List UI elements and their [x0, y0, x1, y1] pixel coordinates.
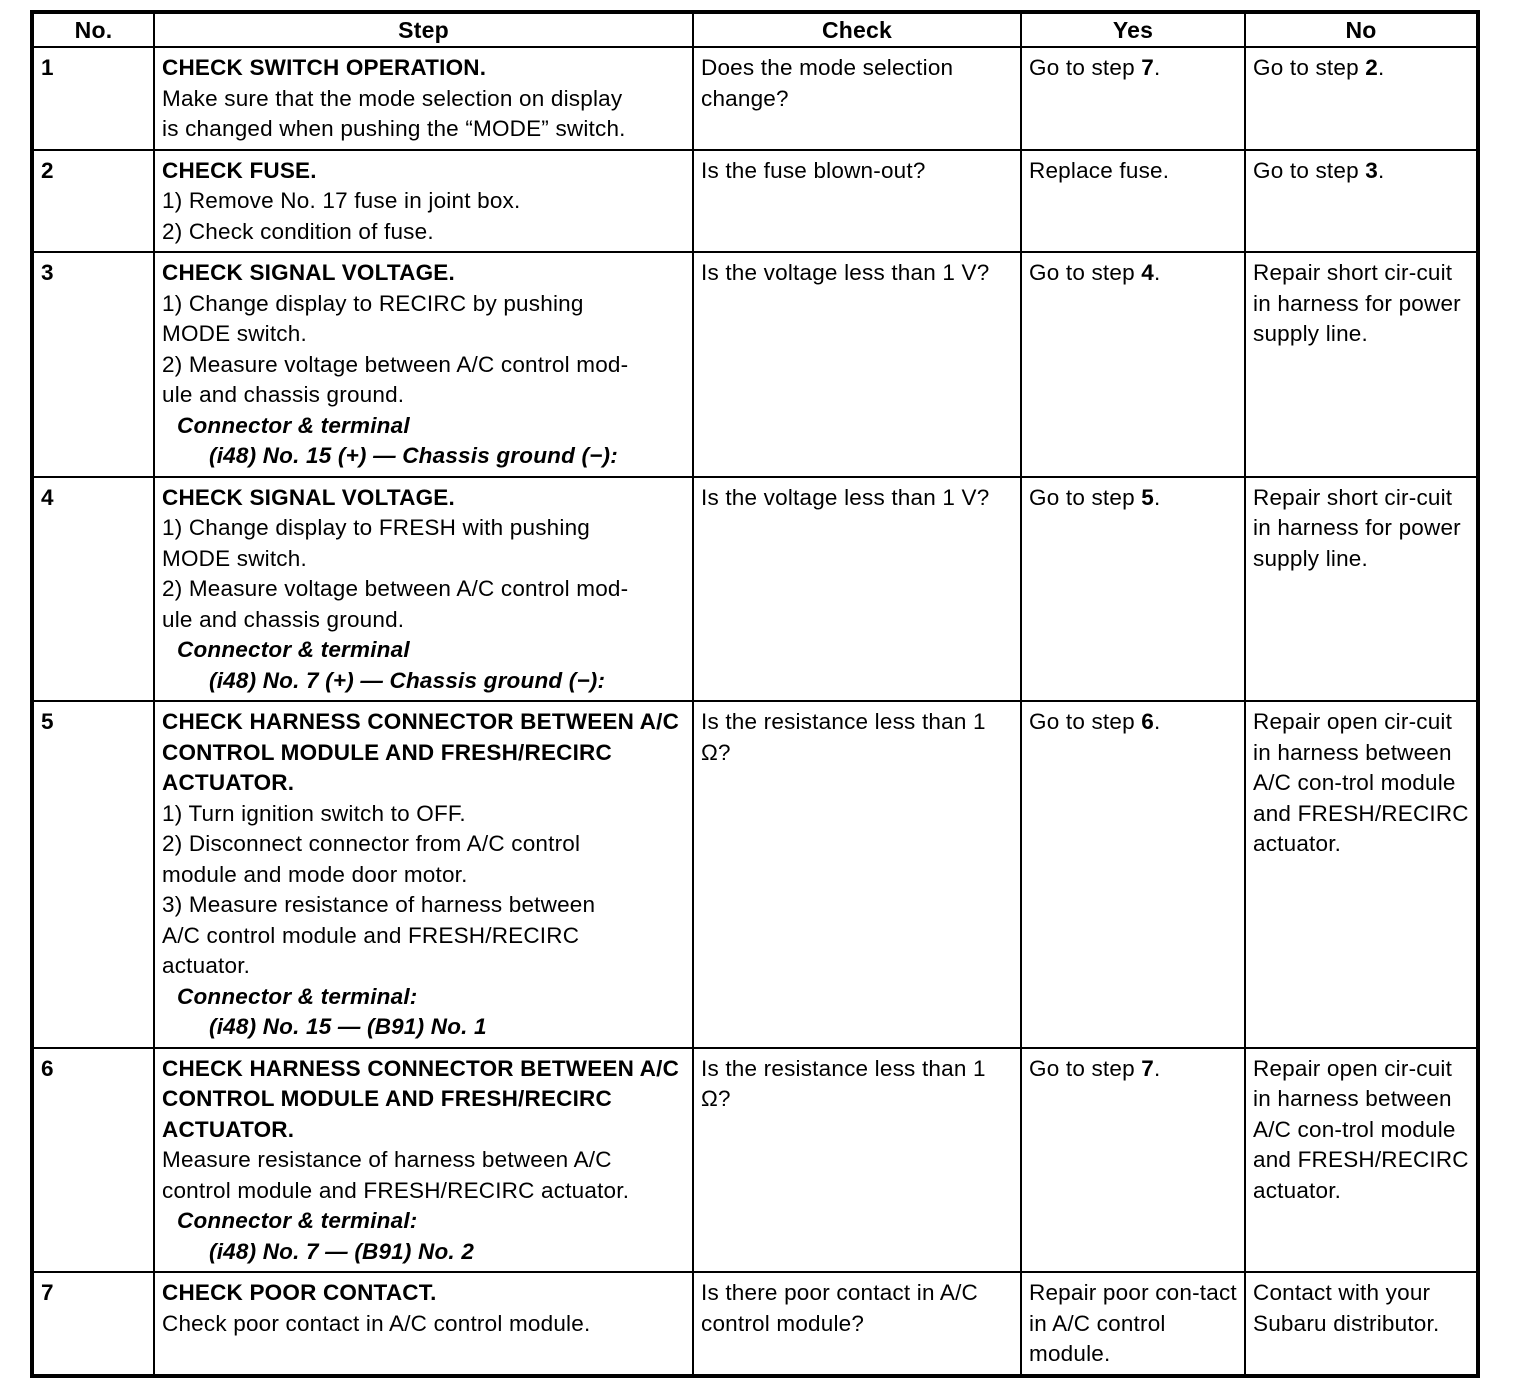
- yes-result: [1021, 150, 1245, 253]
- step-title: CHECK POOR CONTACT.: [162, 1280, 437, 1305]
- step-number: 7: [32, 1272, 154, 1376]
- yes-suffix: .: [1153, 55, 1161, 80]
- no-text: Repair short cir-cuit in harness for power supply line.: [1253, 260, 1461, 346]
- connector-label: Connector & terminal: [177, 637, 410, 662]
- no-text: Repair short cir-cuit in harness for power supply line.: [1253, 484, 1461, 571]
- yes-result: [1021, 1048, 1245, 1273]
- connector-value: (i48) No. 15 — (B91) No. 1: [209, 1014, 487, 1039]
- step-cell: [154, 150, 693, 253]
- connector-label: Connector & terminal:: [177, 983, 418, 1009]
- yes-result: [1021, 701, 1245, 1048]
- yes-result: [1021, 47, 1245, 150]
- check-question: Does the mode selection change?: [693, 47, 1021, 150]
- table-row: [32, 47, 1478, 150]
- table-row: [32, 1272, 1478, 1376]
- step-instruction: 1) Change display to FRESH with pushing: [162, 515, 591, 540]
- check-question: Is the fuse blown-out?: [693, 150, 1021, 253]
- step-number: 1: [32, 47, 154, 150]
- yes-step-ref: 4: [1141, 260, 1154, 285]
- step-title: CHECK HARNESS CONNECTOR BETWEEN A/C CONTROL MODULE AND FRESH/RECIRC ACTUATOR.: [162, 709, 680, 795]
- step-number: 2: [32, 150, 154, 253]
- step-number: 4: [32, 477, 154, 702]
- step-instruction: ule and chassis ground.: [162, 382, 405, 407]
- yes-step-ref: 7: [1141, 1055, 1154, 1081]
- step-instruction: 2) Measure voltage between A/C control mod-: [162, 576, 629, 601]
- step-title: CHECK FUSE.: [162, 157, 317, 183]
- connector-label: Connector & terminal: [177, 412, 410, 438]
- step-instruction: 2) Disconnect connector from A/C control: [162, 831, 581, 856]
- no-result: [1245, 701, 1478, 1048]
- step-instruction: MODE switch.: [162, 545, 307, 571]
- yes-text: Go to step: [1029, 709, 1142, 734]
- step-title: CHECK SIGNAL VOLTAGE.: [162, 260, 455, 285]
- yes-result: [1021, 1272, 1245, 1376]
- step-instruction: MODE switch.: [162, 321, 307, 346]
- step-cell: [154, 47, 693, 150]
- check-question: Is the voltage less than 1 V?: [693, 477, 1021, 702]
- no-text: Go to step: [1253, 55, 1366, 80]
- no-result: [1245, 150, 1478, 253]
- step-number: 6: [32, 1048, 154, 1273]
- table-row: [32, 150, 1478, 253]
- yes-text: Go to step: [1029, 484, 1142, 510]
- no-suffix: .: [1377, 157, 1385, 183]
- step-instruction: Measure resistance of harness between A/C: [162, 1147, 612, 1172]
- step-title: CHECK HARNESS CONNECTOR BETWEEN A/C CONTROL MODULE AND FRESH/RECIRC ACTUATOR.: [162, 1055, 680, 1142]
- step-cell: [154, 1272, 693, 1376]
- yes-text: Go to step: [1029, 260, 1142, 285]
- step-instruction: Check poor contact in A/C control module.: [162, 1310, 591, 1336]
- step-cell: [154, 477, 693, 702]
- no-result: [1245, 47, 1478, 150]
- step-instruction: 1) Change display to RECIRC by pushing: [162, 290, 584, 316]
- no-text: Repair open cir-cuit in harness between A/C con-trol module and FRESH/RECIRC actuator.: [1253, 1055, 1469, 1203]
- header-no-result: No: [1245, 12, 1478, 47]
- header-no: No.: [32, 12, 154, 47]
- step-cell: [154, 701, 693, 1048]
- step-instruction: module and mode door motor.: [162, 861, 468, 887]
- check-question: Is the resistance less than 1 Ω?: [693, 1048, 1021, 1273]
- step-cell: [154, 252, 693, 477]
- step-number: 3: [32, 252, 154, 477]
- header-yes: Yes: [1021, 12, 1245, 47]
- connector-label: Connector & terminal:: [177, 1208, 418, 1233]
- check-question: Is the resistance less than 1 Ω?: [693, 701, 1021, 1048]
- connector-value: (i48) No. 7 (+) — Chassis ground (−):: [209, 667, 606, 693]
- no-text: Go to step: [1253, 157, 1366, 183]
- no-step-ref: 2: [1365, 55, 1378, 80]
- step-instruction: is changed when pushing the “MODE” switch.: [162, 116, 626, 141]
- step-instruction: control module and FRESH/RECIRC actuator.: [162, 1177, 630, 1203]
- no-step-ref: 3: [1365, 157, 1378, 183]
- step-title: CHECK SWITCH OPERATION.: [162, 55, 487, 80]
- step-title: CHECK SIGNAL VOLTAGE.: [162, 484, 455, 510]
- yes-text: Go to step: [1029, 1055, 1142, 1081]
- step-number: 5: [32, 701, 154, 1048]
- table-row: [32, 477, 1478, 702]
- table-row: [32, 1048, 1478, 1273]
- diagnostic-table: [30, 10, 1480, 1378]
- connector-value: (i48) No. 15 (+) — Chassis ground (−):: [209, 443, 618, 468]
- no-result: [1245, 252, 1478, 477]
- step-instruction: actuator.: [162, 953, 251, 978]
- yes-text: Replace fuse.: [1029, 157, 1170, 183]
- step-instruction: 2) Check condition of fuse.: [162, 218, 434, 244]
- yes-result: [1021, 252, 1245, 477]
- yes-step-ref: 7: [1141, 55, 1154, 80]
- table-row: [32, 252, 1478, 477]
- yes-suffix: .: [1153, 709, 1161, 734]
- step-instruction: ule and chassis ground.: [162, 606, 405, 632]
- yes-step-ref: 5: [1141, 484, 1154, 510]
- yes-result: [1021, 477, 1245, 702]
- no-text: Repair open cir-cuit in harness between A/C con-trol module and FRESH/RECIRC actuator.: [1253, 709, 1469, 856]
- no-suffix: .: [1377, 55, 1385, 80]
- step-cell: [154, 1048, 693, 1273]
- no-result: [1245, 1272, 1478, 1376]
- step-instruction: A/C control module and FRESH/RECIRC: [162, 922, 580, 948]
- step-instruction: Make sure that the mode selection on display: [162, 85, 623, 111]
- yes-suffix: .: [1153, 484, 1161, 510]
- yes-suffix: .: [1153, 260, 1161, 285]
- check-question: Is there poor contact in A/C control module?: [693, 1272, 1021, 1376]
- yes-step-ref: 6: [1141, 709, 1154, 734]
- no-result: [1245, 1048, 1478, 1273]
- step-instruction: 1) Turn ignition switch to OFF.: [162, 800, 466, 826]
- no-result: [1245, 477, 1478, 702]
- step-instruction: 1) Remove No. 17 fuse in joint box.: [162, 188, 521, 213]
- step-instruction: 2) Measure voltage between A/C control mod-: [162, 351, 629, 377]
- step-instruction: 3) Measure resistance of harness between: [162, 892, 596, 917]
- header-check: Check: [693, 12, 1021, 47]
- header-step: Step: [154, 12, 693, 47]
- connector-value: (i48) No. 7 — (B91) No. 2: [209, 1238, 475, 1264]
- yes-suffix: .: [1153, 1055, 1161, 1081]
- yes-text: Go to step: [1029, 55, 1142, 80]
- header-row: [32, 12, 1478, 47]
- table-row: [32, 701, 1478, 1048]
- yes-text: Repair poor con-tact in A/C control module.: [1029, 1280, 1237, 1366]
- no-text: Contact with your Subaru distributor.: [1253, 1280, 1440, 1336]
- check-question: Is the voltage less than 1 V?: [693, 252, 1021, 477]
